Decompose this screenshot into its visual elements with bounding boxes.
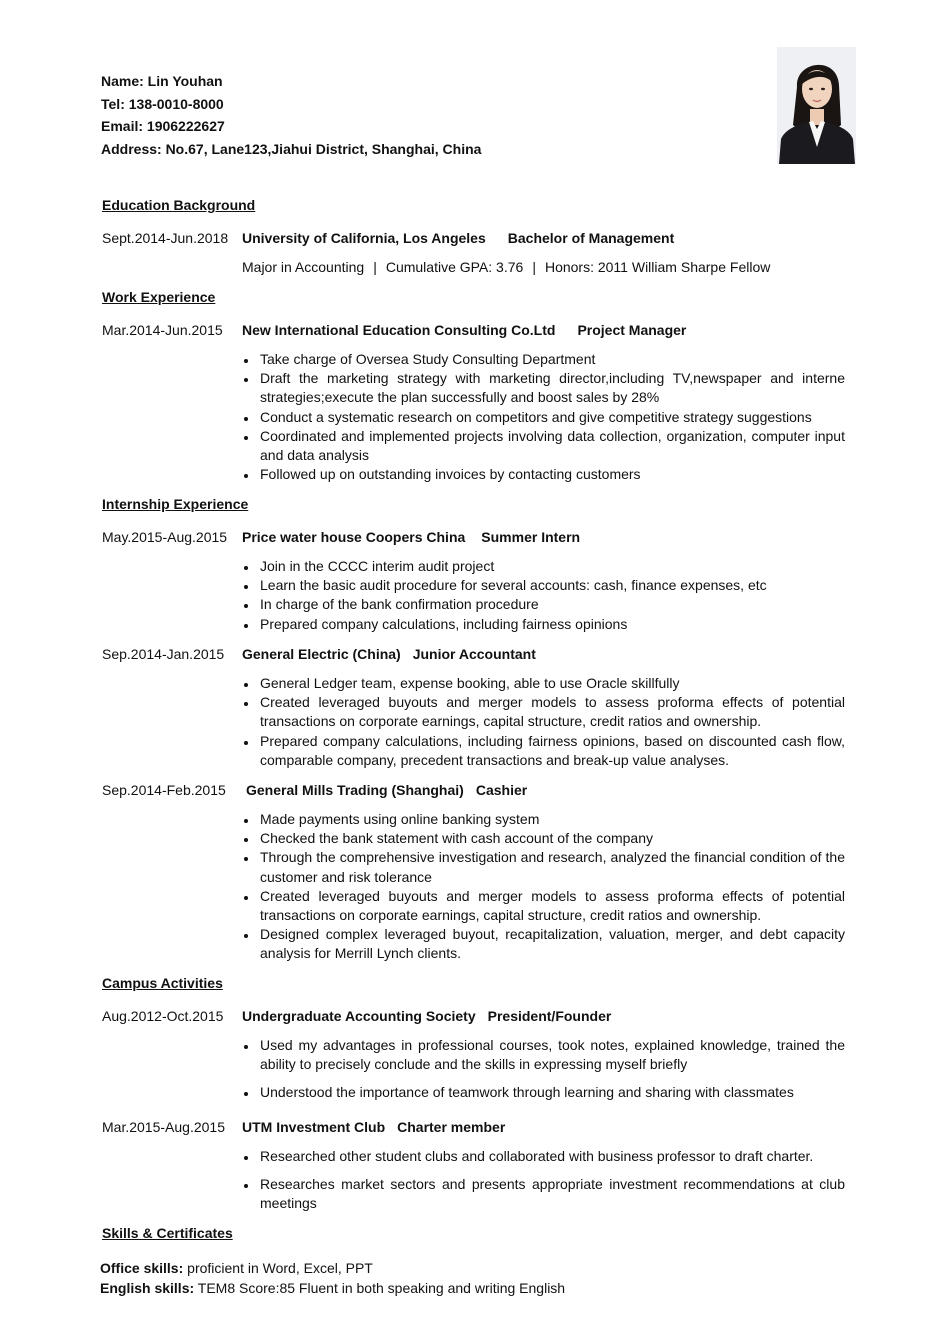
section-title-internship: Internship Experience: [102, 496, 249, 512]
bullet-list: [242, 810, 845, 964]
entry-role: Project Manager: [577, 322, 687, 338]
skill-label: English skills:: [100, 1279, 195, 1296]
bullet-item: Prepared company calculations, including fairness opinions, based on discounted cash flow, comparable company, precedent transactions and break-up value analyses.: [242, 732, 845, 770]
entry-date: Mar.2015-Aug.2015: [102, 1119, 225, 1135]
profile-photo: [777, 47, 856, 164]
entry-date: Sep.2014-Feb.2015: [102, 782, 226, 798]
bullet-item: Prepared company calculations, including fairness opinions: [242, 615, 845, 634]
contact-address: Address: No.67, Lane123,Jiahui District, Shanghai, China: [101, 140, 482, 157]
contact-tel: Tel: 138-0010-8000: [101, 95, 224, 112]
skill-value: TEM8 Score:85 Fluent in both speaking and writing English: [194, 1279, 566, 1296]
entry-role: Charter member: [397, 1119, 506, 1135]
education-heading: [242, 230, 674, 246]
entry-heading: [246, 782, 527, 798]
bullet-item: Draft the marketing strategy with marketing director,including TV,newspaper and interne strategies;execute the plan successfully and boost sales by 28%: [242, 369, 845, 407]
skill-value: proficient in Word, Excel, PPT: [183, 1260, 373, 1276]
section-title-education: Education Background: [102, 197, 256, 213]
bullet-item: Followed up on outstanding invoices by contacting customers: [242, 465, 845, 484]
bullet-item: Created leveraged buyouts and merger models to assess proforma effects of potential transactions on corporate earnings, capital structure, credit ratios and ownership.: [242, 693, 845, 731]
entry-org: UTM Investment Club: [242, 1119, 386, 1135]
entry-org: General Mills Trading (Shanghai): [246, 782, 464, 798]
bullet-item: Created leveraged buyouts and merger models to assess proforma effects of potential transactions on corporate earnings, capital structure, credit ratios and ownership.: [242, 887, 845, 925]
separator: |: [373, 259, 377, 275]
entry-heading: [242, 1119, 505, 1135]
section-title-campus: Campus Activities: [102, 975, 223, 991]
bullet-item: Learn the basic audit procedure for several accounts: cash, finance expenses, etc: [242, 576, 845, 595]
bullet-list: [242, 1036, 845, 1103]
skill-office: [100, 1259, 565, 1279]
education-details: [242, 259, 770, 275]
bullet-item: General Ledger team, expense booking, able to use Oracle skillfully: [242, 674, 845, 693]
education-date: Sept.2014-Jun.2018: [102, 230, 229, 246]
education-honors: Honors: 2011 William Sharpe Fellow: [544, 259, 771, 275]
education-major: Major in Accounting: [242, 259, 365, 275]
entry-role: Cashier: [475, 782, 528, 798]
skill-label: Office skills:: [100, 1260, 184, 1276]
bullet-item: Join in the CCCC interim audit project: [242, 557, 845, 576]
entry-role: President/Founder: [487, 1008, 612, 1024]
bullet-item: Researched other student clubs and collaborated with business professor to draft charter.: [242, 1147, 845, 1166]
entry-heading: [242, 322, 686, 338]
bullet-list: [242, 557, 845, 634]
entry-role: Summer Intern: [481, 529, 581, 545]
skill-english: [100, 1279, 565, 1299]
skills-block: [100, 1259, 565, 1298]
entry-role: Junior Accountant: [412, 646, 536, 662]
education-degree: Bachelor of Management: [507, 230, 675, 246]
entry-heading: [242, 1008, 611, 1024]
entry-date: May.2015-Aug.2015: [102, 529, 228, 545]
section-title-skills: Skills & Certificates: [102, 1225, 233, 1241]
bullet-item: Coordinated and implemented projects involving data collection, organization, computer input and data analysis: [242, 427, 845, 465]
entry-org: New International Education Consulting Co.Ltd: [242, 322, 556, 338]
education-school: University of California, Los Angeles: [242, 230, 486, 246]
contact-name: Name: Lin Youhan: [101, 73, 223, 89]
bullet-list: [242, 350, 845, 484]
bullet-item: Understood the importance of teamwork through learning and sharing with classmates: [242, 1083, 845, 1102]
bullet-item: Made payments using online banking system: [242, 810, 845, 829]
bullet-item: Take charge of Oversea Study Consulting Department: [242, 350, 845, 369]
entry-date: Aug.2012-Oct.2015: [102, 1008, 224, 1024]
bullet-list: [242, 1147, 845, 1214]
entry-date: Mar.2014-Jun.2015: [102, 322, 223, 338]
section-title-work: Work Experience: [102, 289, 216, 305]
entry-date: Sep.2014-Jan.2015: [102, 646, 225, 662]
entry-heading: [242, 529, 580, 545]
bullet-item: Designed complex leveraged buyout, recapitalization, valuation, merger, and debt capacity analysis for Merrill Lynch clients.: [242, 925, 845, 963]
education-gpa: Cumulative GPA: 3.76: [385, 259, 524, 275]
bullet-item: Through the comprehensive investigation and research, analyzed the financial condition of the customer and risk tolerance: [242, 848, 845, 886]
bullet-item: Researches market sectors and presents appropriate investment recommendations at club meetings: [242, 1175, 845, 1213]
bullet-item: In charge of the bank confirmation procedure: [242, 595, 845, 614]
bullet-item: Checked the bank statement with cash account of the company: [242, 829, 845, 848]
bullet-list: [242, 674, 845, 770]
contact-email: Email: 1906222627: [101, 118, 225, 134]
entry-org: General Electric (China): [242, 646, 401, 662]
bullet-item: Conduct a systematic research on competitors and give competitive strategy suggestions: [242, 408, 845, 427]
entry-org: Price water house Coopers China: [242, 529, 466, 545]
bullet-item: Used my advantages in professional courses, took notes, explained knowledge, trained the ability to precisely conclude and the skills in expressing myself briefly: [242, 1036, 845, 1074]
entry-org: Undergraduate Accounting Society: [242, 1008, 476, 1024]
entry-heading: [242, 646, 536, 662]
separator: |: [532, 259, 536, 275]
contact-block: [101, 70, 481, 160]
portrait-image: [777, 47, 856, 164]
